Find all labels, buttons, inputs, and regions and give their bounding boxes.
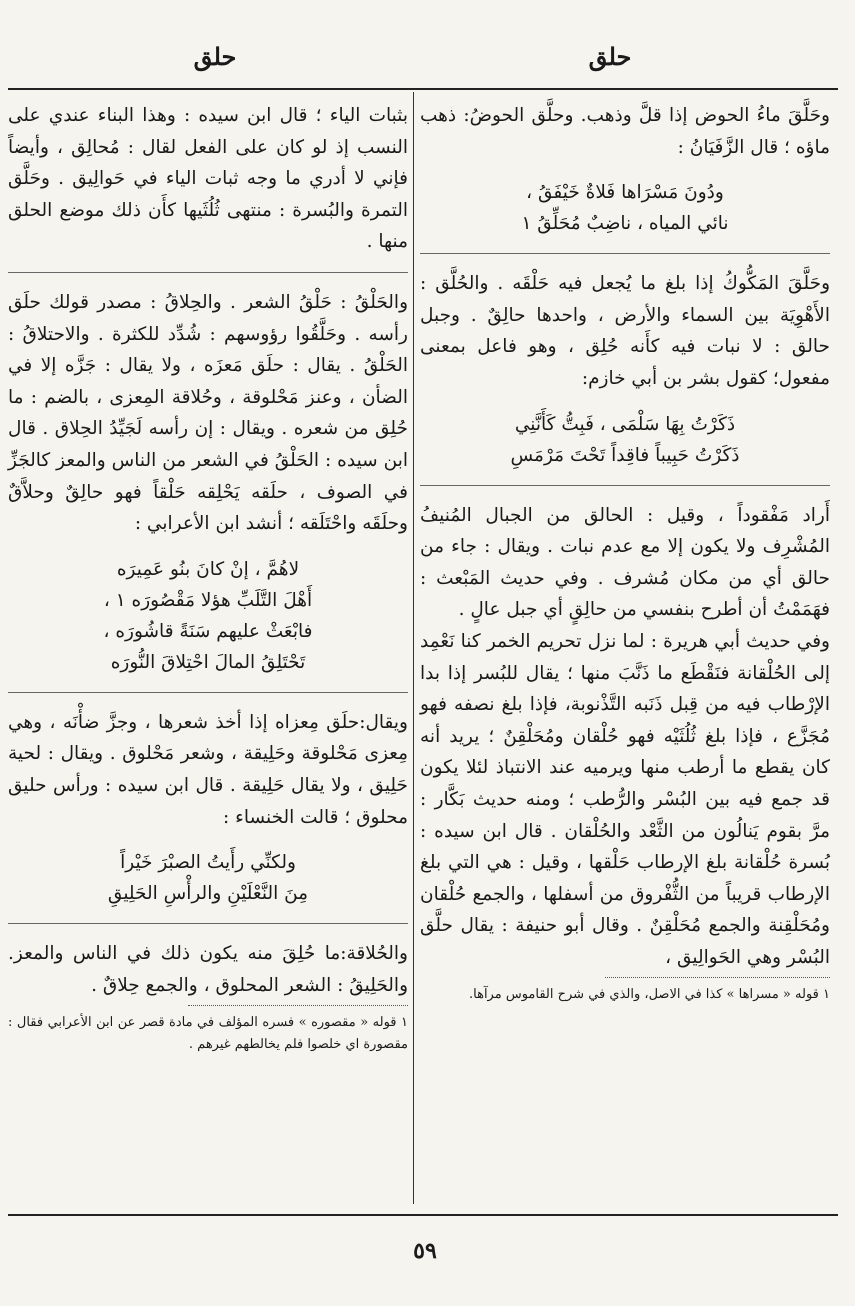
verse-block (8, 554, 408, 678)
verse-line: فابْعَثْ عليهم سَنَةً قاشُورَه ، (103, 620, 313, 642)
verse-line: ذَكَرْتُ حَبِيباً فاقِداً تَحْتَ مَرْمَسِ (510, 444, 740, 466)
page-number: ٥٩ (413, 1238, 437, 1264)
paragraph: وفي حديث أبي هريرة : لما نزل تحريم الخمر كنا نَعْمِد إلى الحُلْقانة فنَقْطَع ما ذَنَّبَ منها ؛ يقال للبُسر إذا بدا الإرْطاب فيه من قِبل ذَنَبه التَّذْنوبة، فإذا بلغ نصفه فهو مُجَزَّع ، فإذا بلغ ثُلُثَيْه فهو حُلْقان ومُحَلْقِنٌ ؛ يريد أنه كان يقطع ما أرطب منها ويرميه عند الانتباذ لئلا يكون قد جمع فيه بين البُسْر والرُّطب ؛ ومنه حديث بَكَّار : مرَّ بقوم يَنالُون من الثَّعْد والحُلْقان . قال ابن سيده : بُسرة حُلْقانة بلغ الإرطاب حَلْقها ، وقيل : هي التي بلغ الإرطاب قريباً من الثُّفْروق من أسفلها ، والجمع حُلْقان ومُحَلْقِنة والجمع مُحَلْقِنٌ . وقال أبو حنيفة : يقال حلَّق البُسْر وهي الحَوالِيق ، (420, 630, 830, 968)
column-divider (413, 92, 414, 1204)
verse-line: ذَكَرْتُ بِهَا سَلْمَى ، فَبِتُّ كَأَنَّنِي (514, 413, 736, 435)
paragraph: بثبات الياء ؛ قال ابن سيده : وهذا البناء عندي على النسب إذ لو كان على الفعل لقال : مُحالِق ، وأيضاً فإني لا أدري ما وجه ثبات الياء في حَوالِيق . وحَلَّق التمرة والبُسرة : منتهى ثُلُثَيها كأَن ذلك موضع الحلق منها . (8, 105, 408, 253)
paragraph: ويقال:حلَق مِعزاه إذا أخذ شعرها ، وجزَّ ضأْنَه ، وهي مِعزى مَحْلوقة وحَلِيقة ، وشعر مَحْلوق . ويقال : لحية حَلِيق ، ولا يقال حَلِيقة . قال ابن سيده : ورأس حليق محلوق ؛ قالت الخنساء : (8, 711, 408, 828)
verse-line: ولكنِّي رأَيتُ الصبْرَ خَيْراً (120, 852, 296, 874)
left-column (8, 100, 408, 1056)
verse-line: أَهْلَ التَّلَبِّ هؤلا مَقْصُورَه ١ ، (103, 589, 313, 611)
paragraph: والحَلْقُ : حَلْقُ الشعر . والحِلاقُ : مصدر قولك حلَق رأسه . وحَلَّقُوا رؤوسهم : شُدِّد للكثرة . والاحتلاقُ : الحَلْقُ . يقال : حلَق مَعزَه ، ولا يقال : جَزَّه إلا في الضأن ، وعنز مَحْلوقة ، وحُلاقة المِعزى ، بالضم : ما حُلِق من شعره . ويقال : إن رأسه لَجَيِّدُ الحِلاق . قال ابن سيده : الحَلْقُ في الشعر من الناس والمعز كالجَزِّ في الصوف ، حلَقه يَحْلِقه حَلْقاً فهو حالِقٌ وحلاَّقٌ وحلَقَه واحْتَلَقه ؛ أنشد ابن الأعرابي : (8, 291, 408, 535)
footnote: ١ قوله « مقصوره » فسره المؤلف في مادة قصر عن ابن الأعرابي فقال : مقصورة اي خلصوا فلم يخالطهم غيرهم . (8, 1015, 408, 1053)
section-separator (8, 692, 408, 693)
section-separator (8, 272, 408, 273)
verse-line: تَحْتَلِقُ المالَ احْتِلاقَ النُّورَه (110, 651, 306, 673)
verse-line: نائي المياه ، ناضِبٌ مُحَلِّقُ ١ (521, 213, 729, 235)
footnote-rule (605, 977, 831, 978)
section-separator (420, 485, 830, 486)
verse-line: ودُونَ مَسْرَاها فَلاةٌ خَيْفَقُ ، (526, 182, 724, 204)
section-separator (8, 923, 408, 924)
section-separator (420, 253, 830, 254)
footnote-rule (188, 1005, 408, 1006)
running-head-left: حلق (193, 42, 237, 71)
paragraph: وحَلَّقَ المَكُّوكُ إذا بلغ ما يُجعل فيه حَلْقَه . والحُلَّق : الأَهْوِيَة بين السماء والأرض ، واحدها حالِقٌ . وجبل حالق : لا نبات فيه كأَنه حُلِق ، وهو فاعل بمعنى مفعول؛ كقول بشر بن أبي خازم: (420, 273, 830, 389)
verse-block (420, 177, 830, 239)
verse-line: مِنَ النَّعْلَيْنِ والرأْسِ الحَلِيقِ (107, 883, 309, 905)
footnote: ١ قوله « مسراها » كذا في الاصل، والذي في شرح القاموس مرآها. (469, 987, 830, 1003)
verse-block (420, 409, 830, 471)
footer-rule (8, 1214, 838, 1216)
header-rule (8, 88, 838, 90)
paragraph: وحَلَّقَ ماءُ الحوض إذا قلَّ وذهب. وحلَّق الحوضُ: ذهب ماؤه ؛ قال الزَّفَيَانُ : (420, 105, 830, 158)
running-head-right: حلق (588, 42, 632, 71)
paragraph: والحُلاقة:ما حُلِقَ منه يكون ذلك في الناس والمعز. والحَلِيقُ : الشعر المحلوق ، والجمع حِلاقٌ . (8, 943, 408, 996)
verse-block (8, 847, 408, 909)
right-column (420, 100, 830, 1006)
paragraph: أَراد مَفْقوداً ، وقيل : الحالق من الجبال المُنيفُ المُشْرِف ولا يكون إلا مع عدم نبات . ويقال : جاء من حالق أي من مكان مُشرف . وفي حديث المَبْعث : فهَمَمْتُ أن أطرح بنفسي من حالِقٍ أي جبل عالٍ . (420, 504, 830, 621)
verse-line: لاهُمَّ ، إنْ كانَ بنُو عَمِيرَه (116, 558, 300, 580)
